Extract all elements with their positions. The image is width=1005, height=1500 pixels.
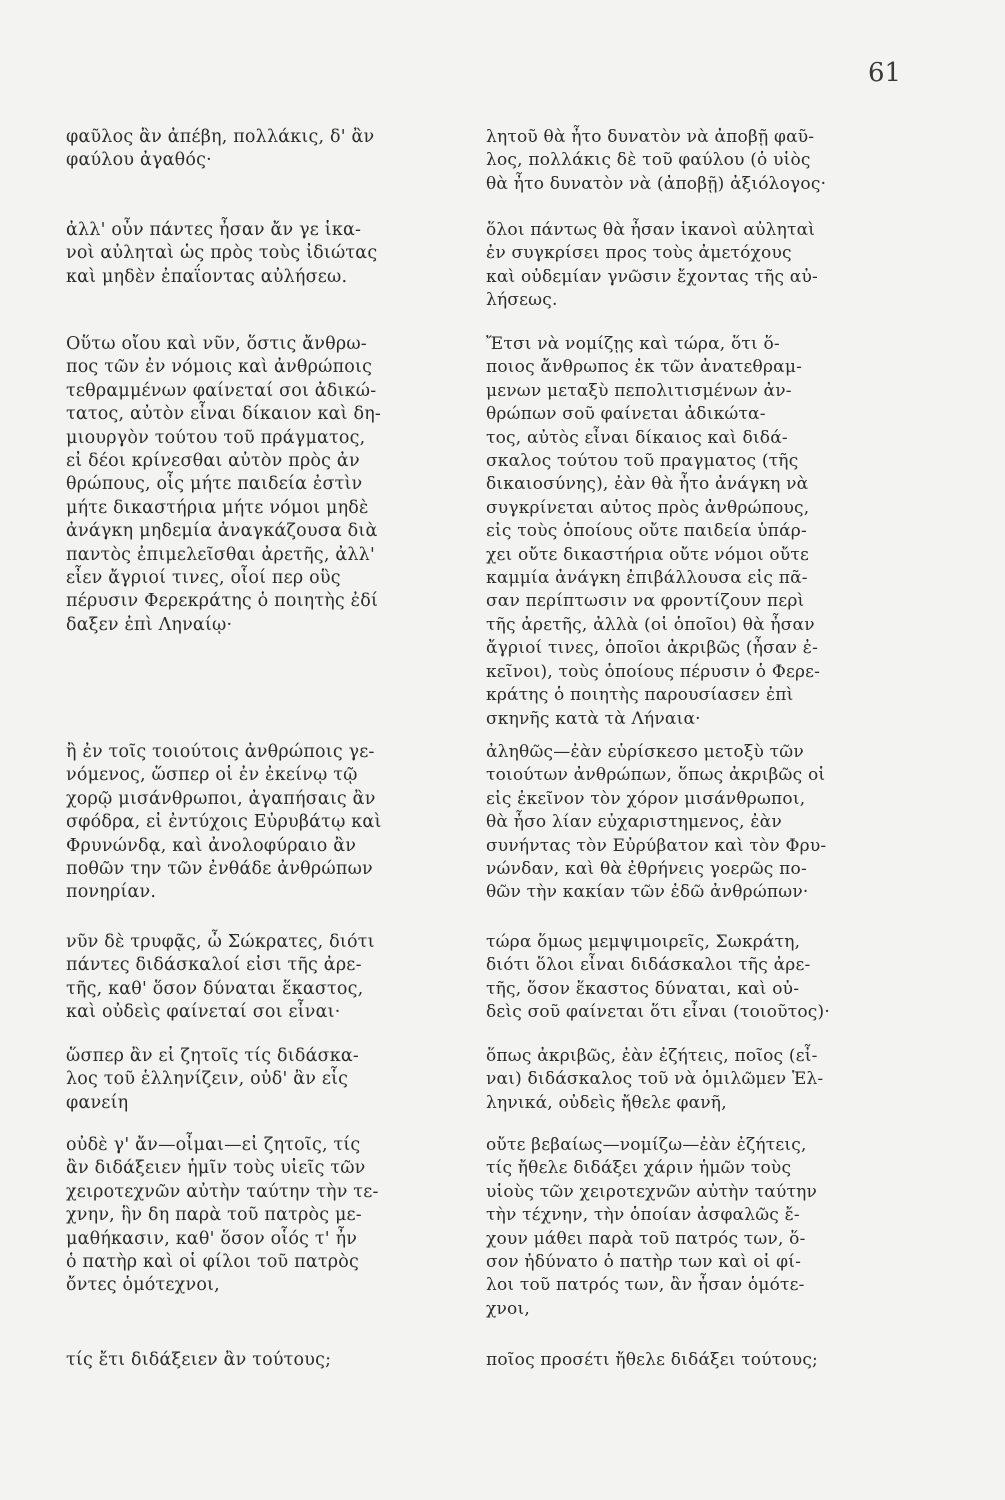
translation-passage-6: ὅπως ἀκριβῶς, ἐὰν ἐζήτεις, ποῖος (εἶ- ναι) διδάσκαλος τοῦ νὰ ὁμιλῶμεν Ἑλ- ληνικά, οὐδεὶς ἤθελε φανῆ, xyxy=(486,1046,824,1113)
original-passage-5: νῦν δὲ τρυφᾷς, ὦ Σώκρατες, διότι πάντες διδάσκαλοί εἰσι τῆς ἀρε- τῆς, καθ' ὅσον δύναται ἕκαστος, καὶ οὐδεὶς φαίνεταί σοι εἶναι· xyxy=(66,932,375,1023)
page-number: 61 xyxy=(868,58,902,88)
translation-passage-1: λητοῦ θὰ ἦτο δυνατὸν νὰ ἀποβῇ φαῦ- λος, πολλάκις δὲ τοῦ φαύλου (ὁ υἱὸς θὰ ἦτο δυνατὸν νὰ (ἀποβῇ) ἀξιόλογος· xyxy=(486,127,827,194)
translation-passage-5: τώρα ὅμως μεμψιμοιρεῖς, Σωκράτη, διότι ὅλοι εἶναι διδάσκαλοι τῆς ἀρε- τῆς, ὅσον ἕκαστος δύναται, καὶ οὐ- δεὶς σοῦ φαίνεται ὅτι εἶναι (τοιοῦτος)· xyxy=(486,932,830,1023)
translation-passage-7: οὔτε βεβαίως—νομίζω—ἐὰν ἐζήτεις, τίς ἤθελε διδάξει χάριν ἡμῶν τοὺς υἱοὺς τῶν χειροτεχνῶν αὐτὴν ταύτην τὴν τέχνην, τὴν ὁποίαν ἀσφαλῶς ἔ- χουν μάθει παρὰ τοῦ πατρός των, ὅ- σον ἠδύνατο ὁ πατὴρ των καὶ οἱ φί- λοι τοῦ πατρός των, ἂν ἦσαν ὁμότε- χνοι, xyxy=(486,1135,818,1319)
original-passage-7: οὐδὲ γ' ἄν—οἶμαι—εἰ ζητοῖς, τίς ἂν διδάξειεν ἡμῖν τοὺς υἱεῖς τῶν χειροτεχνῶν αὐτὴν ταύτην τὴν τε- χνην, ἣν δη παρὰ τοῦ πατρὸς με- μαθήκασιν, καθ' ὅσον οἷός τ' ἦν ὁ πατὴρ καὶ οἱ φίλοι τοῦ πατρὸς ὄντες ὁμότεχνοι, xyxy=(66,1135,379,1296)
original-passage-8: τίς ἔτι διδάξειεν ἂν τούτους; xyxy=(66,1350,332,1370)
translation-passage-8: ποῖος προσέτι ἤθελε διδάξει τούτους; xyxy=(486,1350,818,1370)
original-passage-2: ἀλλ' οὖν πάντες ἦσαν ἄν γε ἱκα- νοὶ αὐληταὶ ὡς πρὸς τοὺς ἰδιώτας καὶ μηδὲν ἐπαΐοντας αὐλήσεω. xyxy=(66,220,378,287)
translation-passage-3: Ἔτσι νὰ νομίζῃς καὶ τώρα, ὅτι ὅ- ποιος ἄνθρωπος ἐκ τῶν ἀνατεθραμ- μενων μεταξὺ πεπολιτισμένων ἀν- θρώπων σοῦ φαίνεται ἀδικώτα- τος, αὐτὸς εἶναι δίκαιος καὶ διδά- σκαλος τούτου τοῦ πραγματος (τῆς δικαιοσύνης), ἐὰν θὰ ἦτο ἀνάγκη νὰ συγκρίνεται αὐτος πρὸς ἀνθρώπους, εἰς τοὺς ὁποίους οὔτε παιδεία ὑπάρ- χει οὔτε δικαστήρια οὔτε νόμοι οὔτε καμμία ἀνάγκη ἐπιβάλλουσα εἰς πᾶ- σαν περίπτωσιν να φροντίζουν περὶ τῆς ἀρετῆς, ἀλλὰ (οἱ ὁποῖοι) θὰ ἦσαν ἄγριοί τινες, ὁποῖοι ἀκριβῶς (ἦσαν ἐ- κεῖνοι), τοὺς ὁποίους πέρυσιν ὁ Φερε- κράτης ὁ ποιητὴς παρουσίασεν ἐπὶ σκηνῆς κατὰ τὰ Λήναια· xyxy=(486,334,821,729)
translation-passage-2: ὅλοι πάντως θὰ ἦσαν ἱκανοὶ αὐληταὶ ἐν συγκρίσει προς τοὺς ἀμετόχους καὶ οὐδεμίαν γνῶσιν ἔχοντας τῆς αὐ- λήσεως. xyxy=(486,220,818,311)
original-passage-1: φαῦλος ἂν ἀπέβη, πολλάκις, δ' ἂν φαύλου ἀγαθός· xyxy=(66,127,375,171)
original-passage-6: ὥσπερ ἂν εἰ ζητοῖς τίς διδάσκα- λος τοῦ ἑλληνίζειν, οὐδ' ἂν εἷς φανείη xyxy=(66,1046,360,1113)
original-passage-4: ἢ ἐν τοῖς τοιούτοις ἀνθρώποις γε- νόμενος, ὥσπερ οἱ ἐν ἐκείνῳ τῷ χορῷ μισάνθρωποι, ἀγαπήσαις ἂν σφόδρα, εἰ ἐντύχοις Εὐρυβάτῳ καὶ Φρυνώνδᾳ, καὶ ἀνολοφύραιο ἂν ποθῶν την τῶν ἐνθάδε ἀνθρώπων πονηρίαν. xyxy=(66,742,382,903)
translation-passage-4: ἀληθῶς—ἐὰν εὑρίσκεσο μετοξὺ τῶν τοιούτων ἀνθρώπων, ὅπως ἀκριβῶς οἱ εἰς ἐκεῖνον τὸν χόρον μισάνθρωποι, θὰ ἦσο λίαν εὐχαριστημενος, ἐὰν συνήντας τὸν Εὐρύβατον καὶ τὸν Φρυ- νώνδαν, καὶ θὰ ἐθρήνεις γοερῶς πο- θῶν τὴν κακίαν τῶν ἐδῶ ἀνθρώπων· xyxy=(486,742,827,903)
original-passage-3: Οὕτω οἴου καὶ νῦν, ὅστις ἄνθρω- πος τῶν ἐν νόμοις καὶ ἀνθρώποις τεθραμμένων φαίνεταί σοι ἀδικώ- τατος, αὐτὸν εἶναι δίκαιον καὶ δη- μιουργὸν τούτου τοῦ πράγματος, εἰ δέοι κρίνεσθαι αὐτὸν πρὸς ἀν θρώπους, οἷς μήτε παιδεία ἐστὶν μήτε δικαστήρια μήτε νόμοι μηδὲ ἀνάγκη μηδεμία ἀναγκάζουσα διὰ παντὸς ἐπιμελεῖσθαι ἀρετῆς, ἀλλ' εἶεν ἄγριοί τινες, οἷοί περ οὓς πέρυσιν Φερεκράτης ὁ ποιητὴς ἐδί δαξεν ἐπὶ Ληναίῳ· xyxy=(66,334,381,635)
